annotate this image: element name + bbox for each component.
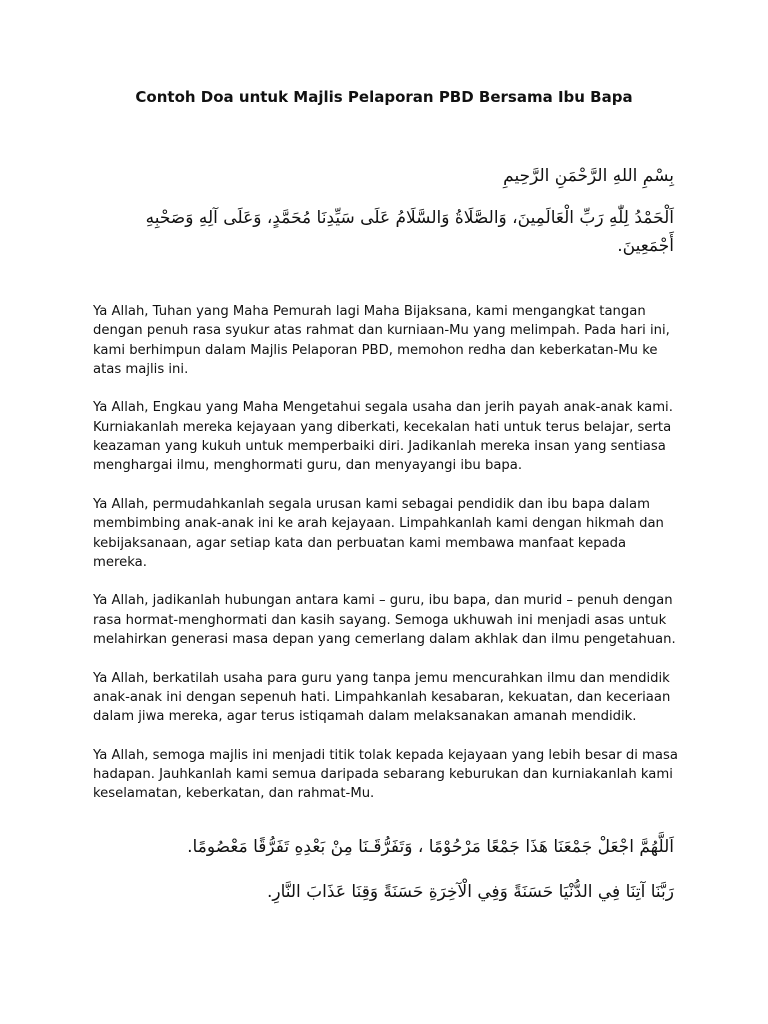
paragraph: Ya Allah, Engkau yang Maha Mengetahui segala usaha dan jerih payah anak-anak kami. Kurniakanlah mereka kejayaan yang diberkati, kecekalan hati untuk terus belajar, serta keazaman yang kukuh untuk memperbaiki diri. Jadikanlah mereka insan yang sentiasa menghargai ilmu, menghormati guru, dan menyayangi ibu bapa. [93,400,673,474]
closing-doa-1: اَللَّهُمَّ اجْعَلْ جَمْعَنَا هَذَا جَمْعًا مَرْحُوْمًا ، وَتَفَرُّقَـنَا مِنْ بَعْدِهِ تَفَرُّقًا مَعْصُومًا. [187,837,674,857]
basmalah-text: بِسْمِ اللهِ الرَّحْمَنِ الرَّحِيمِ [503,166,674,186]
paragraph: Ya Allah, berkatilah usaha para guru yang tanpa jemu mencurahkan ilmu dan mendidik anak-anak ini dengan sepenuh hati. Limpahkanlah kesabaran, kekuatan, dan keceriaan dalam jiwa mereka, agar terus istiqamah dalam melaksanakan amanah mendidik. [93,670,671,725]
paragraph: Ya Allah, jadikanlah hubungan antara kami – guru, ibu bapa, dan murid – penuh dengan rasa hormat-menghormati dan kasih sayang. Semoga ukhuwah ini menjadi asas untuk melahirkan generasi masa depan yang cemerlang dalam akhlak dan ilmu pengetahuan. [93,593,676,648]
hamdalah-text: اَلْحَمْدُ لِلّٰهِ رَبِّ الْعَالَمِينَ، وَالصَّلَاةُ وَالسَّلَامُ عَلَى سَيِّدِنَا مُحَمَّدٍ، وَعَلَى آلِهِ وَصَحْبِهِ أَجْمَعِينَ. [145,208,674,256]
prayer-body [93,302,678,823]
paragraph: Ya Allah, semoga majlis ini menjadi titik tolak kepada kejayaan yang lebih besar di masa hadapan. Jauhkanlah kami semua daripada sebarang keburukan dan kurniakanlah kami keselamatan, keberkatan, dan rahmat-Mu. [93,747,678,802]
closing-doa-2: رَبَّنَا آتِنَا فِي الدُّنْيَا حَسَنَةً وَفِي الْآخِرَةِ حَسَنَةً وَقِنَا عَذَابَ النَّارِ. [266,882,674,902]
paragraph: Ya Allah, permudahkanlah segala urusan kami sebagai pendidik dan ibu bapa dalam membimbing anak-anak ini ke arah kejayaan. Limpahkanlah kami dengan hikmah dan kebijaksanaan, agar setiap kata dan perbuatan kami membawa manfaat kepada mereka. [93,496,664,570]
document-title: Contoh Doa untuk Majlis Pelaporan PBD Bersama Ibu Bapa [135,88,633,106]
paragraph: Ya Allah, Tuhan yang Maha Pemurah lagi Maha Bijaksana, kami mengangkat tangan dengan penuh rasa syukur atas rahmat dan kurniaan-Mu yang melimpah. Pada hari ini, kami berhimpun dalam Majlis Pelaporan PBD, memohon redha dan keberkatan-Mu ke atas majlis ini. [93,304,670,377]
